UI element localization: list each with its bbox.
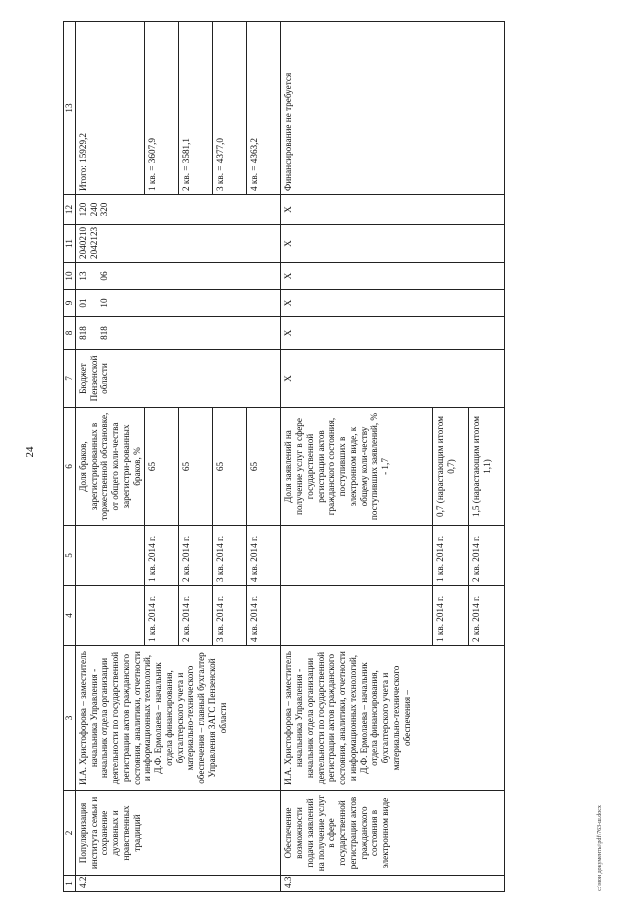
header-col-2: 2 [64, 791, 76, 876]
end-date [75, 526, 145, 586]
plan-table-sheet [63, 22, 608, 892]
quarter-amount: 3 кв. = 4377,0 [213, 22, 247, 195]
funding-note: Финансирование не требуется [281, 22, 505, 195]
file-path-footer: c:\мои документы\pdf\763-ш.docx [597, 805, 603, 891]
row-number: 4.2. [75, 876, 281, 892]
start-date [281, 586, 433, 646]
indicator-name: Доля заявлений на получение услуг в сфере государственной регистрации актов гражданского состояния, поступивших в электронном виде, к общему коли-честву поступивших заявлений, % - 1,7 [281, 408, 433, 526]
header-col-9: 9 [64, 290, 76, 317]
header-col-6: 6 [64, 408, 76, 526]
end-date: 1 кв. 2014 г. [433, 526, 469, 586]
header-col-3: 3 [64, 646, 76, 791]
code-expense-type: 120 240 320 [75, 195, 281, 225]
page-number: 24 [24, 446, 36, 458]
funding-source: Х [281, 350, 505, 408]
quarter-amount: 4 кв. = 4363,2 [247, 22, 281, 195]
header-col-12: 12 [64, 195, 76, 225]
responsible-persons: И.А. Христофорова – заместитель начальника Управления - начальник отдела организации деятельности по государственной регистрации актов гражданского состояния, аналитики, отчетности и информационных технологий, Д.Ф. Ермолаева – начальник отдела финансирования, бухгалтерского учета и материально-технического обеспечения – [281, 646, 505, 791]
indicator-value: 1,5 (нарастающим итогом 1,1) [469, 408, 505, 526]
header-col-1: 1 [64, 876, 76, 892]
end-date: 2 кв. 2014 г. [179, 526, 213, 586]
header-col-10: 10 [64, 263, 76, 290]
total-amount: Итого: 15929,2 [75, 22, 145, 195]
header-col-4: 4 [64, 586, 76, 646]
code-subsection: Х [281, 263, 505, 290]
start-date: 2 кв. 2014 г. [469, 586, 505, 646]
header-row [64, 22, 76, 892]
header-col-7: 7 [64, 350, 76, 408]
indicator-name: Доля браков, зарегистрированных в торжественной обстановке, от общего коли-чества зарегистри-рованных браков, % [75, 408, 145, 526]
code-grbs: Х [281, 317, 505, 350]
end-date: 3 кв. 2014 г. [213, 526, 247, 586]
table-row [281, 22, 433, 892]
indicator-value: 65 [213, 408, 247, 526]
quarter-amount: 2 кв. = 3581,1 [179, 22, 213, 195]
header-col-5: 5 [64, 526, 76, 586]
header-col-11: 11 [64, 225, 76, 263]
start-date [75, 586, 145, 646]
rotated-page [63, 22, 608, 892]
code-target: Х [281, 225, 505, 263]
funding-source: Бюджет Пензенской области [75, 350, 281, 408]
code-expense-type: Х [281, 195, 505, 225]
code-section: 01 10 [75, 290, 281, 317]
measure-name: Обеспечение возможности подачи заявлений на получение услуг в сфере государственной регистрации актов гражданского состояния в электронном виде [281, 791, 505, 876]
indicator-value: 65 [179, 408, 213, 526]
indicator-value: 65 [247, 408, 281, 526]
end-date [281, 526, 433, 586]
start-date: 1 кв. 2014 г. [145, 586, 179, 646]
start-date: 4 кв. 2014 г. [247, 586, 281, 646]
end-date: 2 кв. 2014 г. [469, 526, 505, 586]
measure-name: Популяризация института семьи и сохранение духовных и нравственных традиций [75, 791, 281, 876]
responsible-persons: И.А. Христофорова – заместитель начальника Управления - начальник отдела организации деятельности по государственной регистрации актов гражданского состояния, аналитики, отчетности и информационных технологий, Д.Ф. Ермолаева – начальник отдела финансирования, бухгалтерского учета и материально-технического обеспечения – главный бухгалтер Управления ЗАГС Пензенской области [75, 646, 281, 791]
start-date: 2 кв. 2014 г. [179, 586, 213, 646]
code-grbs: 818 818 [75, 317, 281, 350]
row-number: 4.3 [281, 876, 505, 892]
indicator-value: 65 [145, 408, 179, 526]
code-section: Х [281, 290, 505, 317]
end-date: 1 кв. 2014 г. [145, 526, 179, 586]
code-subsection: 13 06 [75, 263, 281, 290]
code-target: 2040210 2042123 [75, 225, 281, 263]
quarter-amount: 1 кв. = 3607,9 [145, 22, 179, 195]
table-row [75, 22, 145, 892]
indicator-value: 0,7 (нарастающим итогом 0,7) [433, 408, 469, 526]
header-col-8: 8 [64, 317, 76, 350]
header-col-13: 13 [64, 22, 76, 195]
start-date: 1 кв. 2014 г. [433, 586, 469, 646]
start-date: 3 кв. 2014 г. [213, 586, 247, 646]
end-date: 4 кв. 2014 г. [247, 526, 281, 586]
plan-table [63, 21, 505, 892]
